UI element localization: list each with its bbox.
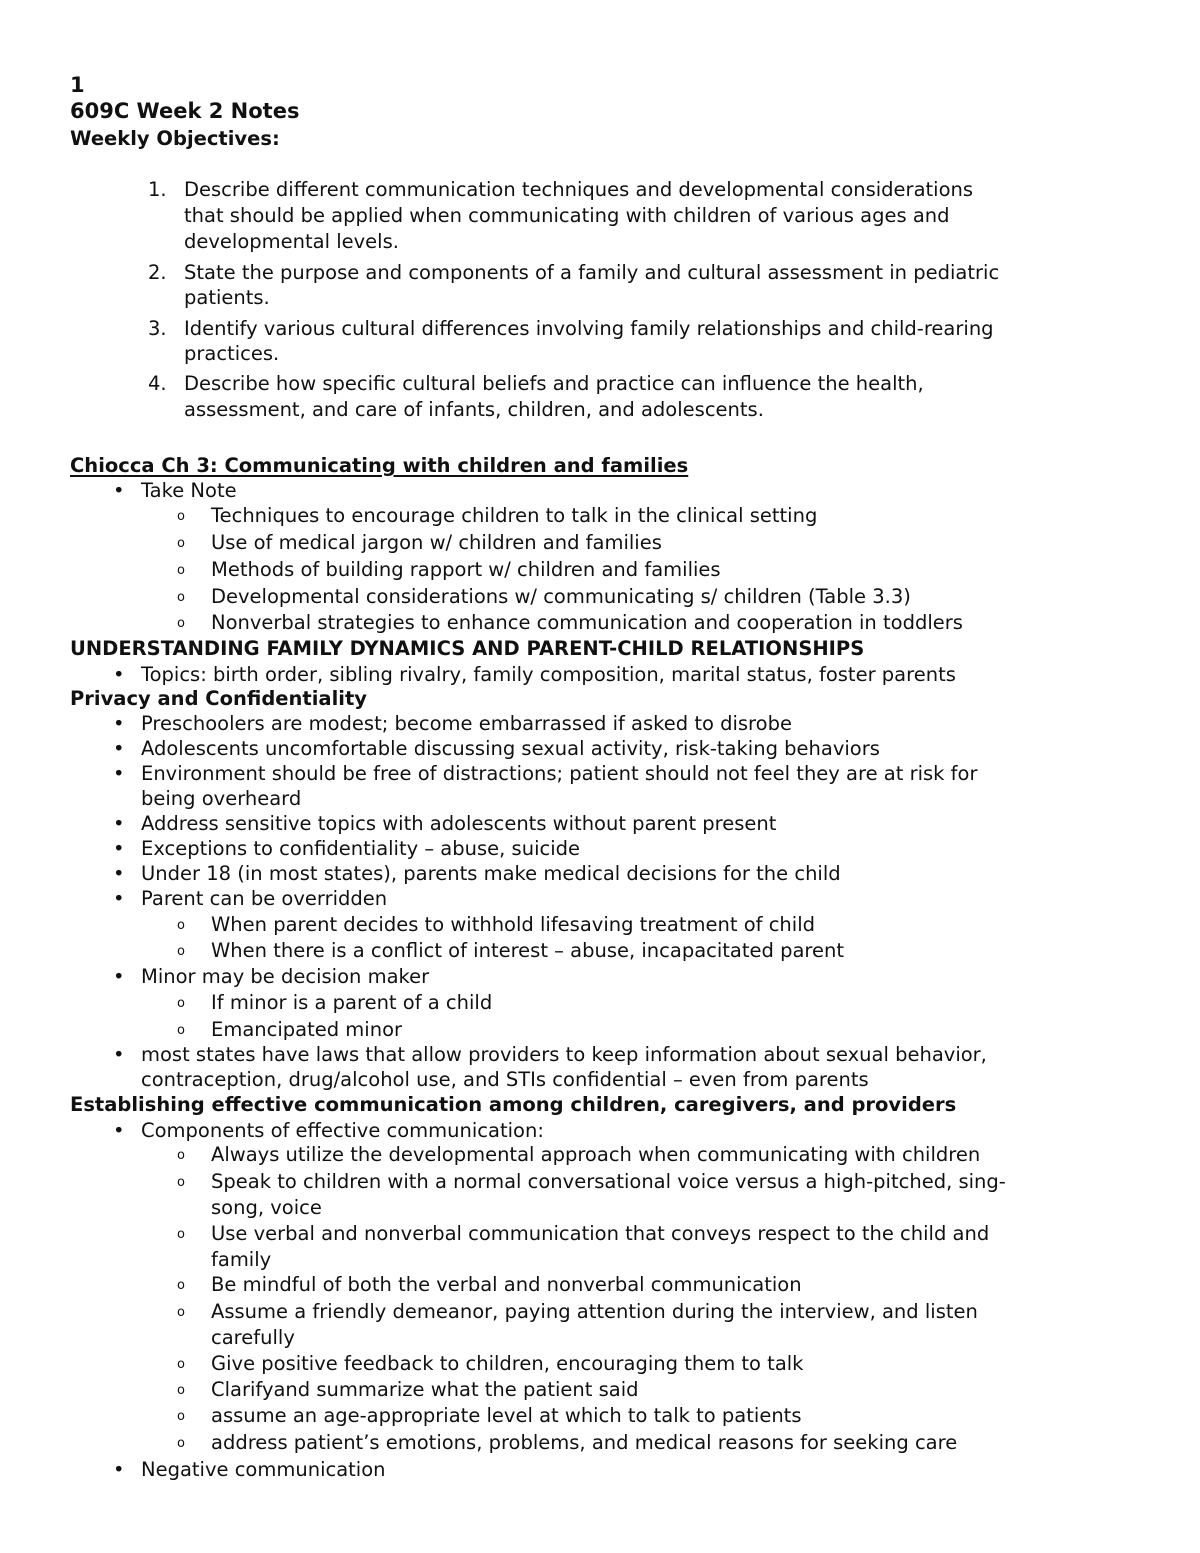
page-title: 609C Week 2 Notes <box>70 99 300 123</box>
bullet-icon <box>113 862 125 885</box>
list-item: most states have laws that allow providers to keep information about sexual behavior, <box>141 1043 987 1066</box>
list-item-continued: family <box>211 1248 272 1271</box>
list-item-continued: contraception, drug/alcohol use, and STIs confidential – even from parents <box>141 1068 869 1091</box>
list-item: Environment should be free of distractions; patient should not feel they are at risk for <box>141 762 978 785</box>
objectives-heading: Weekly Objectives: <box>70 127 280 150</box>
objective-number: 1. <box>148 178 167 201</box>
bullet-icon <box>113 1119 125 1142</box>
sub-bullet-icon: o <box>177 1357 185 1372</box>
sub-bullet-icon: o <box>177 590 185 605</box>
bullet-icon <box>113 663 125 686</box>
sub-bullet-icon: o <box>177 1383 185 1398</box>
sub-bullet-icon: o <box>177 1278 185 1293</box>
bullet-icon <box>113 1043 125 1066</box>
list-item: Adolescents uncomfortable discussing sexual activity, risk-taking behaviors <box>141 737 880 760</box>
list-item: Speak to children with a normal conversational voice versus a high-pitched, sing- <box>211 1170 1006 1193</box>
effective-heading: Establishing effective communication among children, caregivers, and providers <box>70 1093 957 1116</box>
list-item: Preschoolers are modest; become embarrassed if asked to disrobe <box>141 712 792 735</box>
privacy-heading: Privacy and Confidentiality <box>70 687 367 710</box>
bullet-icon <box>113 837 125 860</box>
objective-line: practices. <box>184 342 280 365</box>
list-item: Under 18 (in most states), parents make medical decisions for the child <box>141 862 841 885</box>
list-item-continued: song, voice <box>211 1196 322 1219</box>
list-item: When parent decides to withhold lifesaving treatment of child <box>211 913 815 936</box>
list-item-continued: being overheard <box>141 787 302 810</box>
objective-line: State the purpose and components of a family and cultural assessment in pediatric <box>184 261 1000 284</box>
sub-bullet-icon: o <box>177 944 185 959</box>
list-item: Developmental considerations w/ communicating s/ children (Table 3.3) <box>211 585 911 608</box>
list-item: Techniques to encourage children to talk in the clinical setting <box>211 504 818 527</box>
bullet-icon <box>113 479 125 502</box>
list-item: Be mindful of both the verbal and nonverbal communication <box>211 1273 802 1296</box>
page-number: 1 <box>70 73 85 97</box>
list-item: When there is a conflict of interest – abuse, incapacitated parent <box>211 939 845 962</box>
sub-bullet-icon: o <box>177 1409 185 1424</box>
bullet-icon <box>113 712 125 735</box>
chiocca-heading: Chiocca Ch 3: Communicating with children and families <box>70 454 689 477</box>
bullet-icon <box>113 965 125 988</box>
objective-line: Describe different communication techniques and developmental considerations <box>184 178 974 201</box>
bullet-icon <box>113 1458 125 1481</box>
sub-bullet-icon: o <box>177 996 185 1011</box>
bullet-icon <box>113 762 125 785</box>
list-item: Methods of building rapport w/ children and families <box>211 558 721 581</box>
bullet-icon <box>113 887 125 910</box>
objective-line: patients. <box>184 286 270 309</box>
bullet-icon <box>113 812 125 835</box>
objective-line: developmental levels. <box>184 230 399 253</box>
sub-bullet-icon: o <box>177 509 185 524</box>
list-item: Components of effective communication: <box>141 1119 544 1142</box>
list-item: Exceptions to confidentiality – abuse, suicide <box>141 837 580 860</box>
list-item: Address sensitive topics with adolescents without parent present <box>141 812 777 835</box>
list-item: Clarifyand summarize what the patient said <box>211 1378 639 1401</box>
bullet-icon <box>113 737 125 760</box>
sub-bullet-icon: o <box>177 536 185 551</box>
objective-number: 2. <box>148 261 167 284</box>
list-item-continued: carefully <box>211 1326 295 1349</box>
objective-number: 4. <box>148 372 167 395</box>
objective-line: Describe how specific cultural beliefs and practice can influence the health, <box>184 372 924 395</box>
family-heading: UNDERSTANDING FAMILY DYNAMICS AND PARENT-CHILD RELATIONSHIPS <box>70 637 865 660</box>
sub-bullet-icon: o <box>177 1148 185 1163</box>
sub-bullet-icon: o <box>177 1227 185 1242</box>
list-item: Minor may be decision maker <box>141 965 430 988</box>
take-note-label: Take Note <box>141 479 237 502</box>
sub-bullet-icon: o <box>177 1436 185 1451</box>
list-item: Parent can be overridden <box>141 887 388 910</box>
sub-bullet-icon: o <box>177 1305 185 1320</box>
sub-bullet-icon: o <box>177 1023 185 1038</box>
list-item: Emancipated minor <box>211 1018 403 1041</box>
objective-line: Identify various cultural differences involving family relationships and child-rearing <box>184 317 994 340</box>
objective-line: assessment, and care of infants, children, and adolescents. <box>184 398 764 421</box>
list-item: Give positive feedback to children, encouraging them to talk <box>211 1352 804 1375</box>
objective-number: 3. <box>148 317 167 340</box>
list-item: Use of medical jargon w/ children and families <box>211 531 662 554</box>
sub-bullet-icon: o <box>177 563 185 578</box>
list-item: Use verbal and nonverbal communication that conveys respect to the child and <box>211 1222 990 1245</box>
list-item: address patient’s emotions, problems, and medical reasons for seeking care <box>211 1431 958 1454</box>
list-item: Assume a friendly demeanor, paying attention during the interview, and listen <box>211 1300 978 1323</box>
list-item: Negative communication <box>141 1458 386 1481</box>
sub-bullet-icon: o <box>177 616 185 631</box>
list-item: assume an age-appropriate level at which to talk to patients <box>211 1404 802 1427</box>
list-item: Topics: birth order, sibling rivalry, family composition, marital status, foster parents <box>141 663 956 686</box>
sub-bullet-icon: o <box>177 918 185 933</box>
list-item: Always utilize the developmental approach when communicating with children <box>211 1143 981 1166</box>
list-item: If minor is a parent of a child <box>211 991 493 1014</box>
objective-line: that should be applied when communicating with children of various ages and <box>184 204 950 227</box>
list-item: Nonverbal strategies to enhance communication and cooperation in toddlers <box>211 611 963 634</box>
sub-bullet-icon: o <box>177 1175 185 1190</box>
